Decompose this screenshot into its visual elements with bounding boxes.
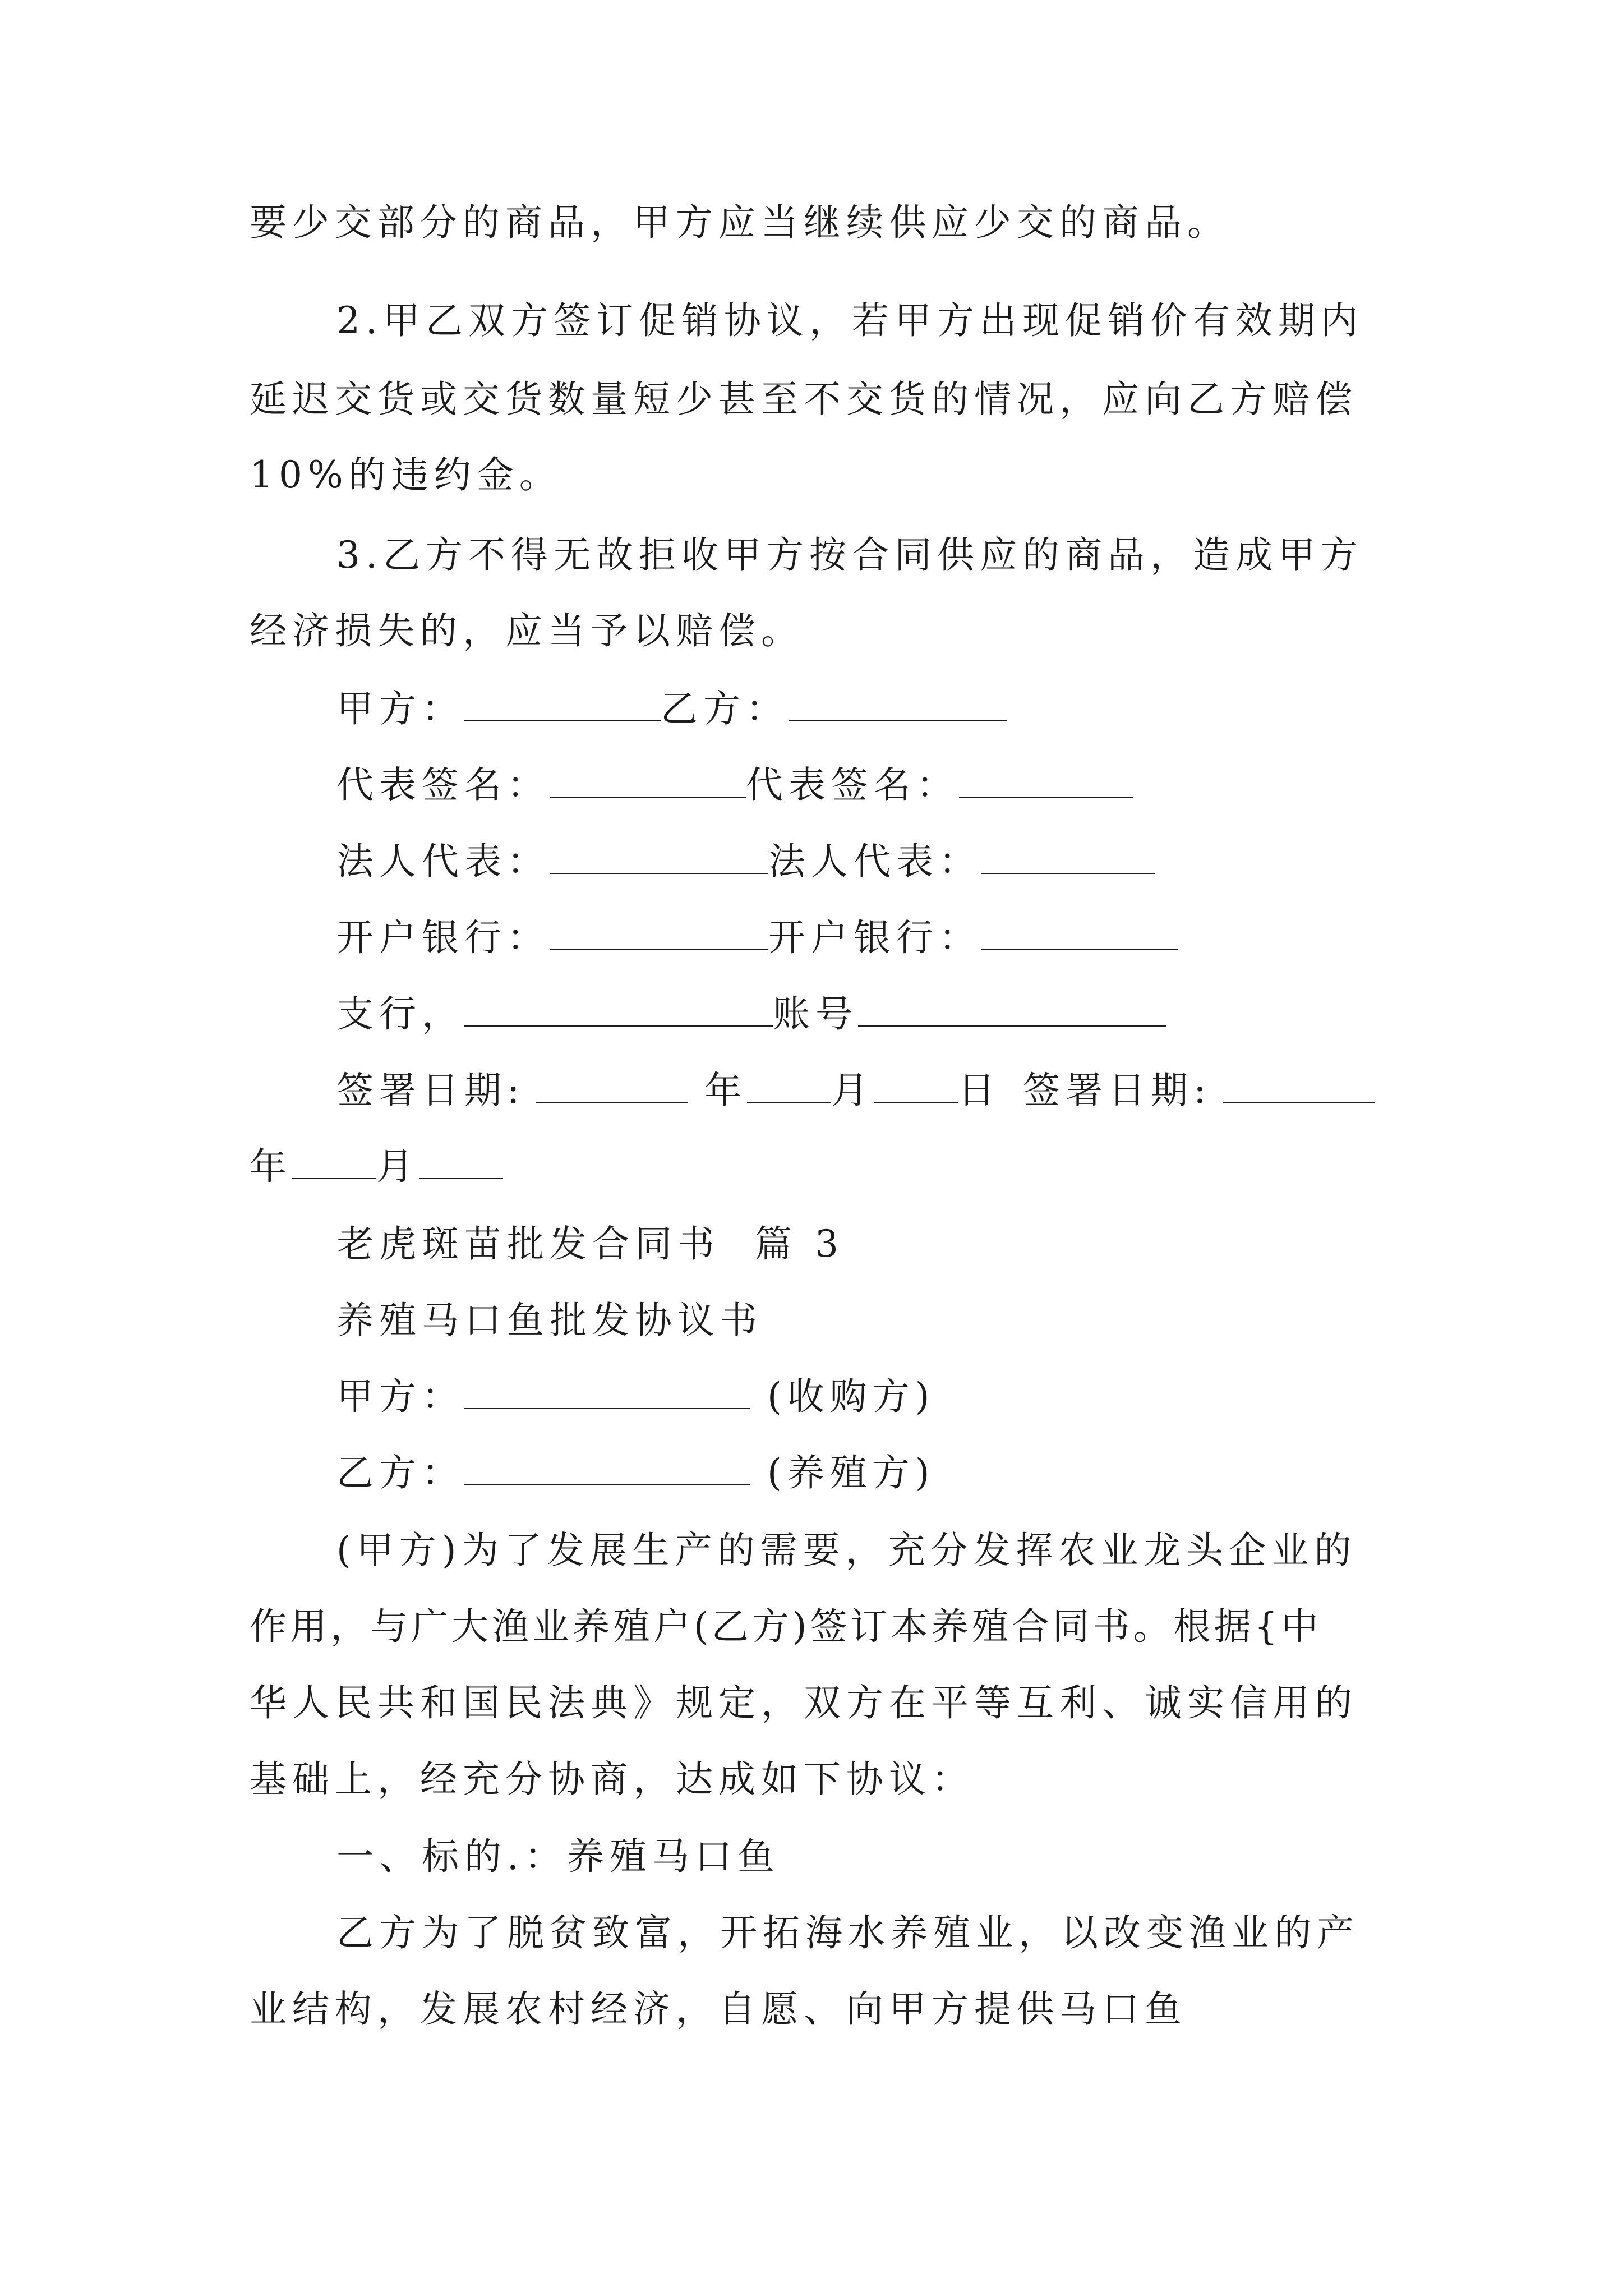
legal-rep-blank-b[interactable] [981, 840, 1155, 874]
text: 3.乙方不得无故拒收甲方按合同供应的商品，造成甲方 [336, 533, 1363, 577]
paragraph-line [336, 1911, 1359, 1955]
rep-sign-label-b: 代表签名： [746, 763, 959, 807]
month-blank[interactable] [419, 1145, 503, 1179]
year-blank[interactable] [747, 1069, 831, 1103]
paragraph-line [250, 453, 562, 498]
paragraph-line [336, 1528, 1357, 1573]
year-blank[interactable] [292, 1145, 376, 1179]
month-blank[interactable] [874, 1069, 958, 1103]
text: 2.甲乙双方签订促销协议，若甲方出现促销价有效期内 [336, 299, 1363, 342]
clause-heading-text: 一、标的.：养殖马口鱼 [336, 1835, 780, 1878]
account-blank[interactable] [858, 993, 1166, 1027]
paragraph-line [250, 1757, 974, 1802]
clause-heading [336, 1834, 780, 1879]
text: 华人民共和国民法典》规定，双方在平等互利、诚实信用的 [250, 1681, 1358, 1724]
text: 10%的违约金。 [250, 453, 562, 496]
month-label: 月 [831, 1069, 874, 1112]
paragraph-line [250, 609, 804, 654]
party-b-blank[interactable] [464, 1452, 750, 1485]
paragraph-line [336, 298, 1363, 343]
date-blank-a[interactable] [536, 1069, 688, 1103]
paragraph-line [336, 533, 1363, 578]
text: 延迟交货或交货数量短少甚至不交货的情况，应向乙方赔偿 [250, 378, 1358, 421]
party-a-blank[interactable] [464, 688, 661, 721]
signature-row-bank [336, 915, 1178, 960]
section-title-text: 老虎斑苗批发合同书 篇 3 [336, 1222, 844, 1266]
signature-row-legal [336, 839, 1155, 884]
year-label: 年 [250, 1145, 292, 1188]
rep-sign-label-a: 代表签名： [336, 763, 550, 807]
legal-rep-blank-a[interactable] [550, 840, 768, 874]
agreement-title [336, 1298, 763, 1343]
month-label: 月 [376, 1145, 419, 1188]
signature-row-date [336, 1068, 1375, 1113]
text: 经济损失的，应当予以赔偿。 [250, 609, 804, 652]
account-label: 账号 [773, 992, 858, 1036]
branch-blank[interactable] [464, 993, 773, 1027]
party-b-label: 乙方： [336, 1451, 464, 1494]
date-blank-b[interactable] [1223, 1069, 1375, 1103]
text: (甲方)为了发展生产的需要，充分发挥农业龙头企业的 [336, 1529, 1357, 1572]
party-a-role: (收购方) [767, 1375, 935, 1418]
day-label: 日 [958, 1069, 1001, 1112]
text: 基础上，经充分协商，达成如下协议： [250, 1757, 974, 1801]
text: 要少交部分的商品，甲方应当继续供应少交的商品。 [250, 201, 1230, 244]
party-a-label: 甲方： [336, 687, 464, 730]
year-label: 年 [704, 1069, 748, 1112]
party-a-blank[interactable] [464, 1375, 750, 1409]
rep-sign-blank-a[interactable] [550, 764, 746, 798]
agreement-title-text: 养殖马口鱼批发协议书 [336, 1299, 763, 1342]
signature-row-parties [336, 687, 1007, 731]
paragraph-line [250, 1987, 1187, 2032]
paragraph-line [250, 1604, 1322, 1649]
party-b-role: (养殖方) [767, 1451, 935, 1494]
text: 作用，与广大渔业养殖户(乙方)签订本养殖合同书。根据{中 [250, 1605, 1322, 1648]
sign-date-label-a: 签署日期: [336, 1069, 525, 1112]
section-title [336, 1222, 844, 1267]
party-b-row [336, 1451, 935, 1496]
signature-row-date-cont [250, 1144, 503, 1189]
bank-label-a: 开户银行： [336, 916, 550, 959]
signature-row-rep [336, 763, 1133, 808]
bank-blank-a[interactable] [550, 917, 768, 950]
party-a-row [336, 1374, 935, 1419]
branch-label: 支行， [336, 992, 464, 1036]
signature-row-account [336, 992, 1166, 1037]
party-b-label: 乙方： [661, 687, 789, 730]
party-b-blank[interactable] [789, 688, 1007, 721]
legal-rep-label-b: 法人代表： [768, 840, 981, 883]
bank-label-b: 开户银行： [768, 916, 981, 959]
paragraph-line [250, 1681, 1358, 1726]
sign-date-label-b: 签署日期: [1023, 1069, 1212, 1112]
text: 乙方为了脱贫致富，开拓海水养殖业，以改变渔业的产 [336, 1911, 1359, 1954]
paragraph-line [250, 377, 1358, 422]
rep-sign-blank-b[interactable] [959, 764, 1133, 798]
text: 业结构，发展农村经济，自愿、向甲方提供马口鱼 [250, 1987, 1187, 2031]
party-a-label: 甲方： [336, 1375, 464, 1418]
legal-rep-label-a: 法人代表： [336, 840, 550, 883]
bank-blank-b[interactable] [981, 917, 1178, 950]
paragraph-line [250, 200, 1230, 245]
